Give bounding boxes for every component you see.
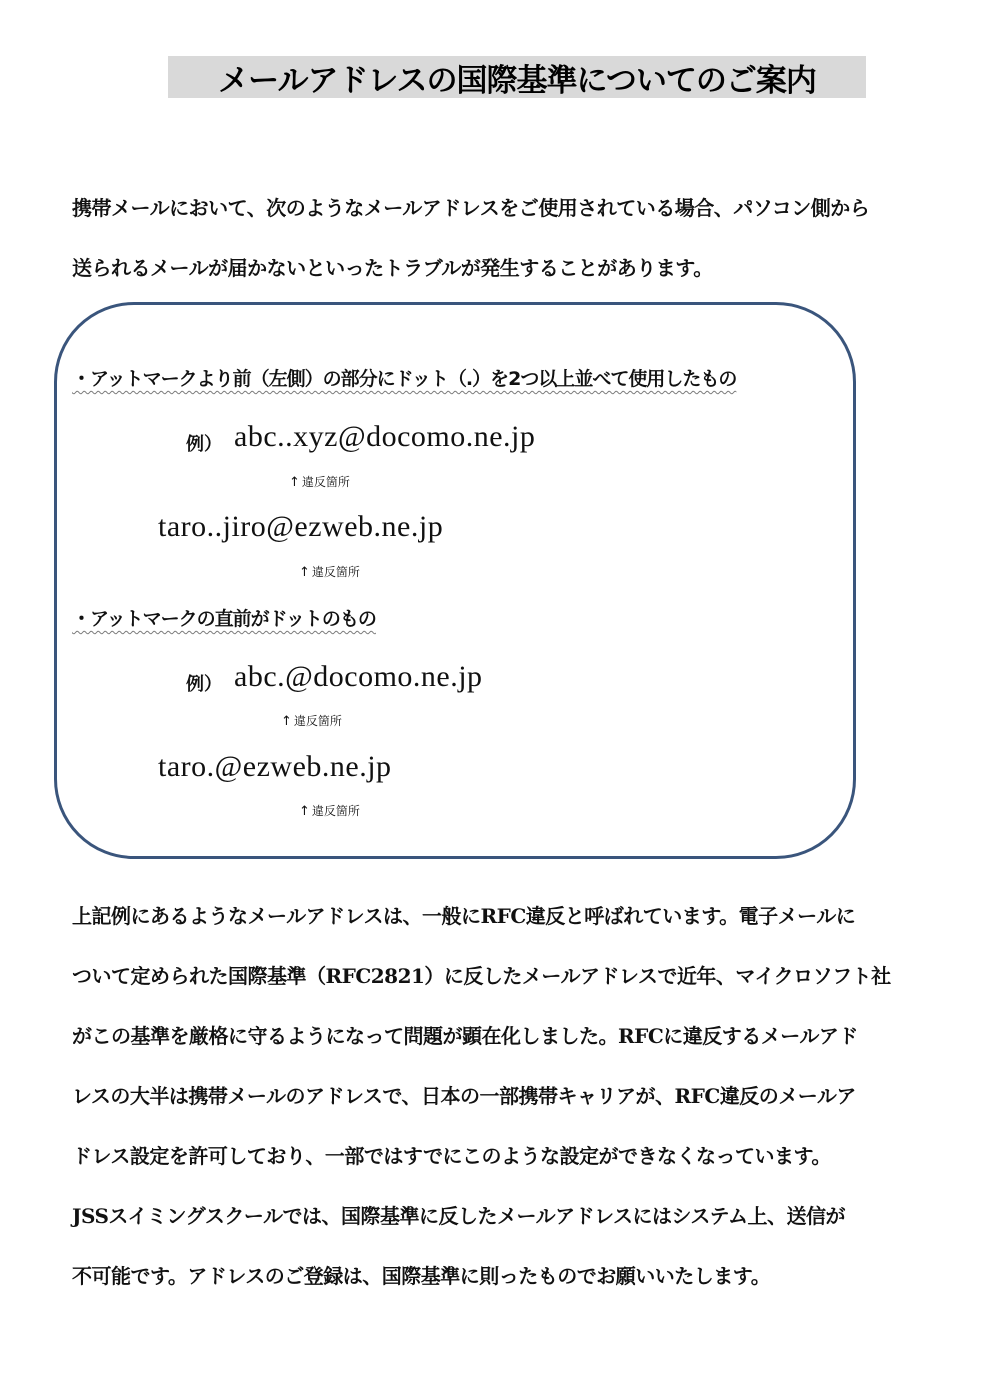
violation-label: 違反箇所 bbox=[311, 804, 360, 818]
rule-heading-dot-before-at: ・アットマークの直前がドットのもの bbox=[72, 608, 376, 630]
explanation-paragraph bbox=[72, 886, 922, 1306]
body-line: ついて定められた国際基準（RFC2821）に反したメールアドレスで近年、マイクロソフト社 bbox=[72, 964, 891, 988]
violation-label: 違反箇所 bbox=[301, 475, 350, 489]
body-line: レスの大半は携帯メールのアドレスで、日本の一部携帯キャリアが、RFC違反のメールア bbox=[72, 1084, 856, 1108]
title-banner bbox=[168, 56, 866, 98]
up-arrow-icon: ↑ bbox=[289, 475, 300, 490]
up-arrow-icon: ↑ bbox=[299, 565, 310, 580]
body-line: 不可能です。アドレスのご登録は、国際基準に則ったものでお願いいたします。 bbox=[72, 1264, 771, 1288]
rule-heading-double-dot: ・アットマークより前（左側）の部分にドット（.）を2つ以上並べて使用したもの bbox=[72, 368, 737, 390]
violation-marker bbox=[289, 473, 350, 490]
example-label: 例） bbox=[186, 434, 222, 455]
example-address: taro.@ezweb.ne.jp bbox=[158, 750, 392, 783]
violation-label: 違反箇所 bbox=[311, 565, 360, 579]
violation-marker bbox=[299, 802, 360, 819]
violation-marker bbox=[299, 563, 360, 580]
intro-line: 携帯メールにおいて、次のようなメールアドレスをご使用されている場合、パソコン側から bbox=[72, 196, 870, 220]
example-label: 例） bbox=[186, 674, 222, 695]
page-title: メールアドレスの国際基準についてのご案内 bbox=[218, 62, 816, 99]
body-line: JSSスイミングスクールでは、国際基準に反したメールアドレスにはシステム上、送信が bbox=[72, 1204, 846, 1228]
violation-label: 違反箇所 bbox=[293, 714, 342, 728]
up-arrow-icon: ↑ bbox=[281, 714, 292, 729]
intro-line: 送られるメールが届かないといったトラブルが発生することがあります。 bbox=[72, 256, 713, 280]
body-line: ドレス設定を許可しており、一部ではすでにこのような設定ができなくなっています。 bbox=[72, 1144, 831, 1168]
violation-marker bbox=[281, 712, 342, 729]
up-arrow-icon: ↑ bbox=[299, 804, 310, 819]
example-address: abc.@docomo.ne.jp bbox=[234, 660, 483, 693]
example-address: abc..xyz@docomo.ne.jp bbox=[234, 420, 536, 453]
intro-paragraph bbox=[72, 178, 922, 298]
body-line: 上記例にあるようなメールアドレスは、一般にRFC違反と呼ばれています。電子メールに bbox=[72, 904, 856, 928]
body-line: がこの基準を厳格に守るようになって問題が顕在化しました。RFCに違反するメールアド bbox=[72, 1024, 858, 1048]
example-address: taro..jiro@ezweb.ne.jp bbox=[158, 510, 444, 543]
